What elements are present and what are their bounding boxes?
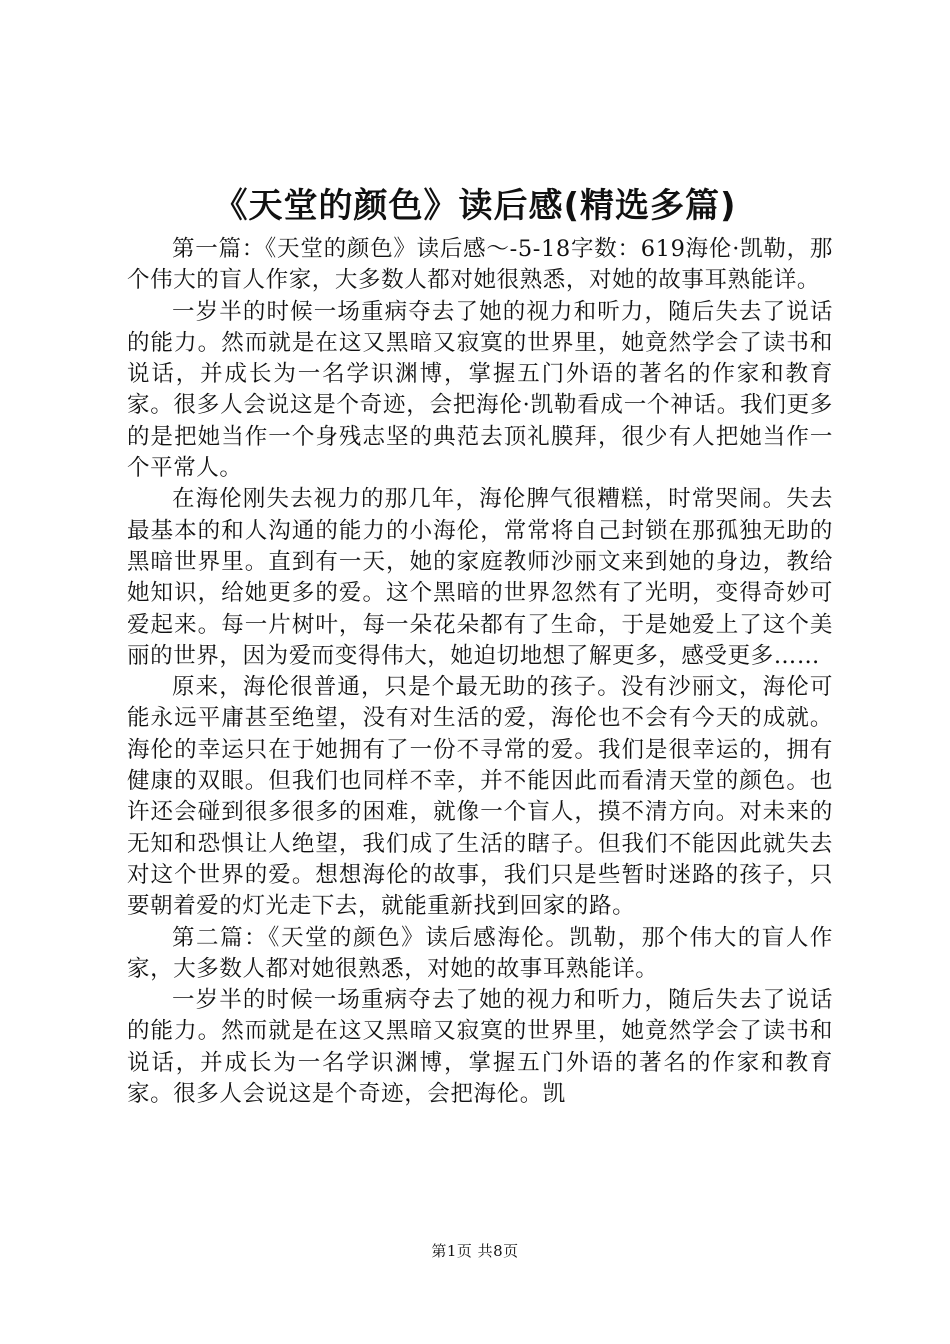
paragraph: 第二篇：《天堂的颜色》读后感海伦。凯勒，那个伟大的盲人作家，大多数人都对她很熟悉，对她的故事耳熟能详。 <box>127 924 833 982</box>
paragraph: 一岁半的时候一场重病夺去了她的视力和听力，随后失去了说话的能力。然而就是在这又黑暗又寂寞的世界里，她竟然学会了读书和说话，并成长为一名学识渊博，掌握五门外语的著名的作家和教育家。很多人会说这是个奇迹，会把海伦。凯 <box>127 987 833 1108</box>
paragraph: 在海伦刚失去视力的那几年，海伦脾气很糟糕，时常哭闹。失去最基本的和人沟通的能力的小海伦，常常将自己封锁在那孤独无助的黑暗世界里。直到有一天，她的家庭教师沙丽文来到她的身边，教给她知识，给她更多的爱。这个黑暗的世界忽然有了光明，变得奇妙可爱起来。每一片树叶，每一朵花朵都有了生命，于是她爱上了这个美丽的世界，因为爱而变得伟大，她迫切地想了解更多，感受更多…… <box>127 486 833 669</box>
paragraph: 第一篇：《天堂的颜色》读后感～-5-18字数：619海伦·凯勒，那个伟大的盲人作家，大多数人都对她很熟悉，对她的故事耳熟能详。 <box>127 236 833 294</box>
document-title: 《天堂的颜色》读后感(精选多篇) <box>213 186 737 226</box>
paragraph: 原来，海伦很普通，只是个最无助的孩子。没有沙丽文，海伦可能永远平庸甚至绝望，没有对生活的爱，海伦也不会有今天的成就。海伦的幸运只在于她拥有了一份不寻常的爱。我们是很幸运的，拥有健康的双眼。但我们也同样不幸，并不能因此而看清天堂的颜色。也许还会碰到很多很多的困难，就像一个盲人，摸不清方向。对未来的无知和恐惧让人绝望，我们成了生活的瞎子。但我们不能因此就失去对这个世界的爱。想想海伦的故事，我们只是些暂时迷路的孩子，只要朝着爱的灯光走下去，就能重新找到回家的路。 <box>127 674 833 920</box>
document-body <box>127 234 833 1110</box>
page-footer: 第1页 共8页 <box>431 1242 519 1260</box>
paragraph: 一岁半的时候一场重病夺去了她的视力和听力，随后失去了说话的能力。然而就是在这又黑暗又寂寞的世界里，她竟然学会了读书和说话，并成长为一名学识渊博，掌握五门外语的著名的作家和教育家。很多人会说这是个奇迹，会把海伦·凯勒看成一个神话。我们更多的是把她当作一个身残志坚的典范去顶礼膜拜，很少有人把她当作一个平常人。 <box>127 298 833 482</box>
